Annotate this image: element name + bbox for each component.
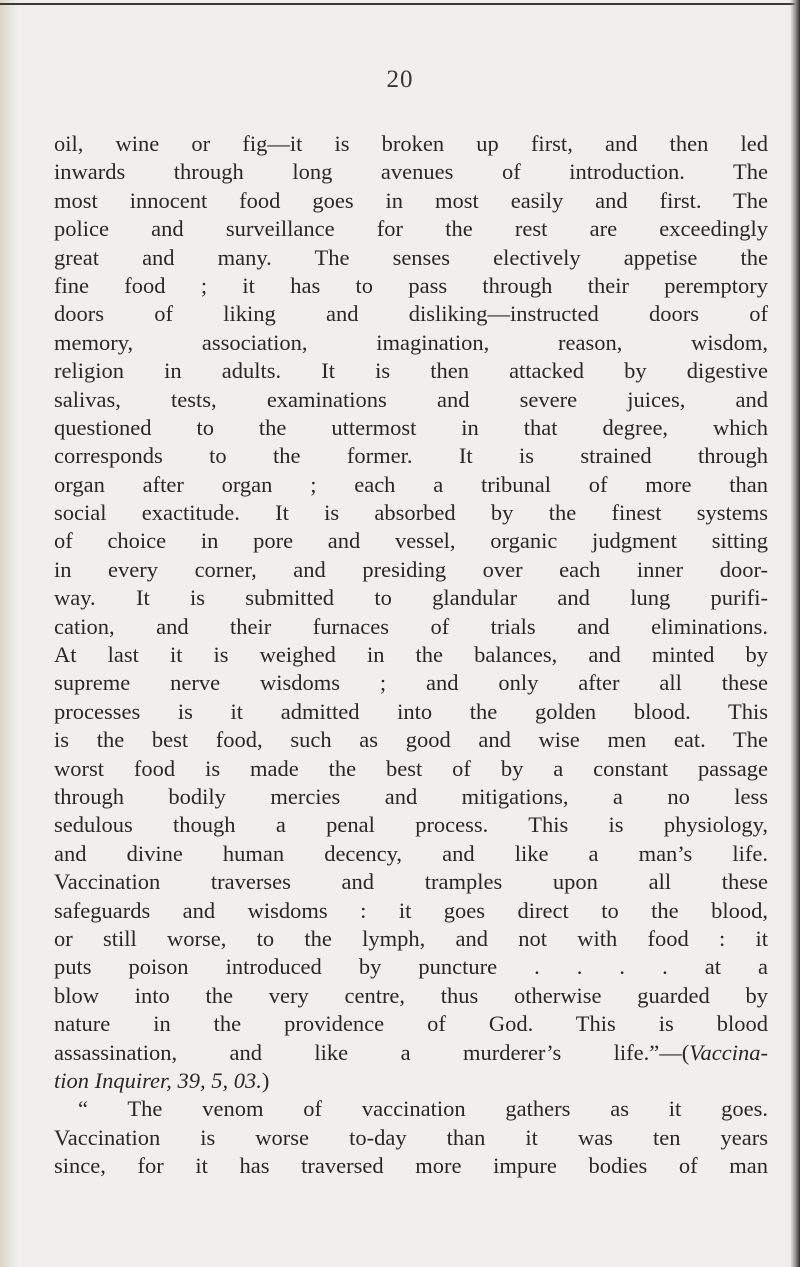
text-line: Vaccination traverses and tramples upon all these — [54, 869, 768, 895]
text-line: great and many. The senses electively appetise the — [54, 244, 768, 270]
text-line: organ after organ ; each a tribunal of more than — [54, 471, 768, 497]
text-line: supreme nerve wisdoms ; and only after all these — [54, 670, 768, 696]
citation-source: Vaccina- — [689, 1039, 768, 1065]
text-line: corresponds to the former. It is strained through — [54, 443, 768, 469]
text-line: questioned to the uttermost in that degree, which — [54, 414, 768, 440]
text-line: inwards through long avenues of introduction. The — [54, 159, 768, 185]
text-line: or still worse, to the lymph, and not with food : it — [54, 925, 768, 951]
top-rule — [0, 3, 800, 5]
text-line: nature in the providence of God. This is blood — [54, 1011, 768, 1037]
citation-close: ) — [261, 1067, 270, 1093]
text-line: oil, wine or fig—it is broken up first, and then led — [54, 131, 768, 156]
text-line: religion in adults. It is then attacked by digestive — [54, 358, 768, 384]
text-line: memory, association, imagination, reason, wisdom, — [54, 329, 768, 355]
text-line: since, for it has traversed more impure bodies of man — [54, 1153, 768, 1179]
page-gutter-shadow — [0, 0, 18, 1267]
text-line: social exactitude. It is absorbed by the finest systems — [54, 500, 768, 526]
text-line: safeguards and wisdoms : it goes direct to the blood, — [54, 897, 768, 923]
text-line: and divine human decency, and like a man’s life. — [54, 840, 768, 866]
text-line: salivas, tests, examinations and severe juices, and — [54, 386, 768, 412]
text-fragment: assassination, and like a murderer’s life.”—( — [54, 1039, 690, 1065]
text-line: in every corner, and presiding over each inner door- — [54, 556, 768, 582]
text-line: processes is it admitted into the golden blood. This — [54, 698, 768, 724]
page-edge — [790, 0, 800, 1267]
text-line — [54, 1039, 768, 1067]
text-line: blow into the very centre, thus otherwise guarded by — [54, 982, 768, 1008]
text-line: cation, and their furnaces of trials and eliminations. — [54, 613, 768, 639]
text-line: police and surveillance for the rest are exceedingly — [54, 216, 768, 242]
text-line: Vaccination is worse to-day than it was ten years — [54, 1124, 768, 1150]
text-line: doors of liking and disliking—instructed doors of — [54, 301, 768, 327]
text-line: most innocent food goes in most easily and first. The — [54, 187, 768, 213]
text-line: “ The venom of vaccination gathers as it goes. — [78, 1096, 768, 1122]
text-line: of choice in pore and vessel, organic judgment sitting — [54, 528, 768, 554]
body-text — [54, 130, 768, 1180]
text-line: fine food ; it has to pass through their peremptory — [54, 272, 768, 298]
citation-line — [54, 1067, 768, 1095]
text-line: way. It is submitted to glandular and lung purifi- — [54, 585, 768, 611]
text-line: through bodily mercies and mitigations, a no less — [54, 783, 768, 809]
citation-source-cont: tion Inquirer, 39, 5, 03. — [54, 1067, 262, 1093]
text-line: sedulous though a penal process. This is physiology, — [54, 812, 768, 838]
text-line: is the best food, such as good and wise men eat. The — [54, 727, 768, 753]
text-line: At last it is weighed in the balances, and minted by — [54, 642, 768, 668]
text-line: puts poison introduced by puncture . . . . at a — [54, 954, 768, 980]
text-line: worst food is made the best of by a constant passage — [54, 755, 768, 781]
page-number: 20 — [386, 66, 414, 93]
